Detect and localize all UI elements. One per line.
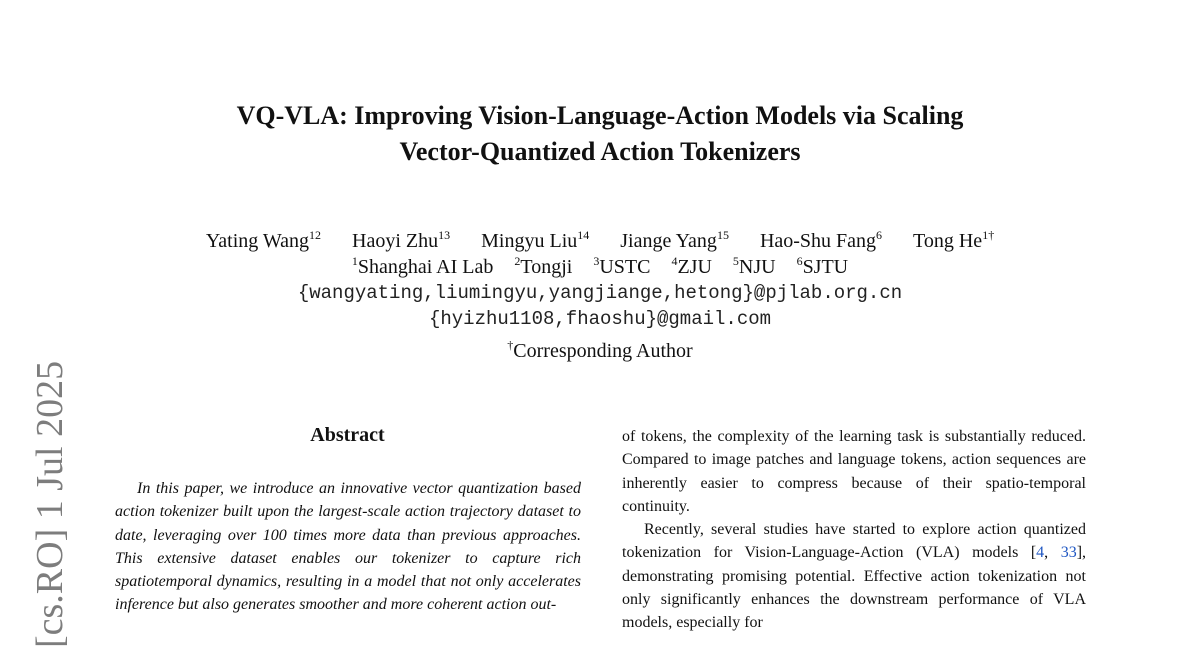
author: Hao-Shu Fang$^6$ xyxy=(759,228,883,252)
author: Yating Wang$^{12}$ xyxy=(205,228,322,252)
citation-link[interactable]: 33 xyxy=(1060,544,1077,562)
author-list xyxy=(0,228,1200,254)
author: Tong $He^{1\dagger}$ xyxy=(913,228,995,252)
affiliation: $^1$Shanghai AI Lab xyxy=(351,254,494,278)
email-line-1: {wangyating,liumingyu,yangjiange,hetong}@pjlab.org.cn xyxy=(297,282,903,304)
citation-link[interactable]: 4 xyxy=(1036,544,1045,562)
affiliation: $^5$NJU xyxy=(732,254,776,278)
author: Mingyu Liu$^{14}$ xyxy=(481,228,590,252)
intro-column xyxy=(622,425,1086,635)
title-line-2: Vector-Quantized Action Tokenizers xyxy=(399,137,801,166)
affiliation: $^2$Tongji xyxy=(514,254,573,278)
corresponding-note: †Corresponding Author xyxy=(507,338,693,362)
affiliation: $^3$USTC xyxy=(593,254,651,278)
paper-title xyxy=(0,98,1200,170)
abstract-heading: Abstract xyxy=(310,424,385,446)
author-block xyxy=(0,228,1200,364)
intro-paragraph-2: Recently, several studies have started to explore action quantized tokenization for Vision-Language-Action (VLA) models [4, 33], demonstrating promising potential. Effective action tokenization not only significantly enhances the downstream performance of VLA models, especially for xyxy=(622,521,1087,632)
abstract-text: In this paper, we introduce an innovative vector quantization based action tokenizer built upon the largest-scale action trajectory dataset to date, leveraging over 100 times more data than previous approaches. This extensive dataset enables our tokenizer to capture rich spatiotemporal dynamics, resulting in a model that not only accelerates inference but also generates smoother and more coherent action out- xyxy=(115,480,581,614)
title-line-1: VQ-VLA: Improving Vision-Language-Action Models via Scaling xyxy=(236,101,964,130)
author: Jiange Yang$^{15}$ xyxy=(620,228,729,252)
affiliation: $^6$SJTU xyxy=(796,254,849,278)
affiliation-list xyxy=(0,254,1200,280)
abstract-body xyxy=(115,477,581,617)
arxiv-stamp: [cs.RO] 1 Jul 2025 xyxy=(29,360,71,648)
author: Haoyi Zhu$^{13}$ xyxy=(352,228,451,252)
intro-paragraph-1: of tokens, the complexity of the learning task is substantially reduced. Compared to image patches and language tokens, action sequences are inherently easier to compress because of their spatio-temporal continuity. xyxy=(622,428,1086,515)
email-line-2: {hyizhu1108,fhaoshu}@gmail.com xyxy=(428,308,772,330)
affiliation: $^4$ZJU xyxy=(671,254,712,278)
